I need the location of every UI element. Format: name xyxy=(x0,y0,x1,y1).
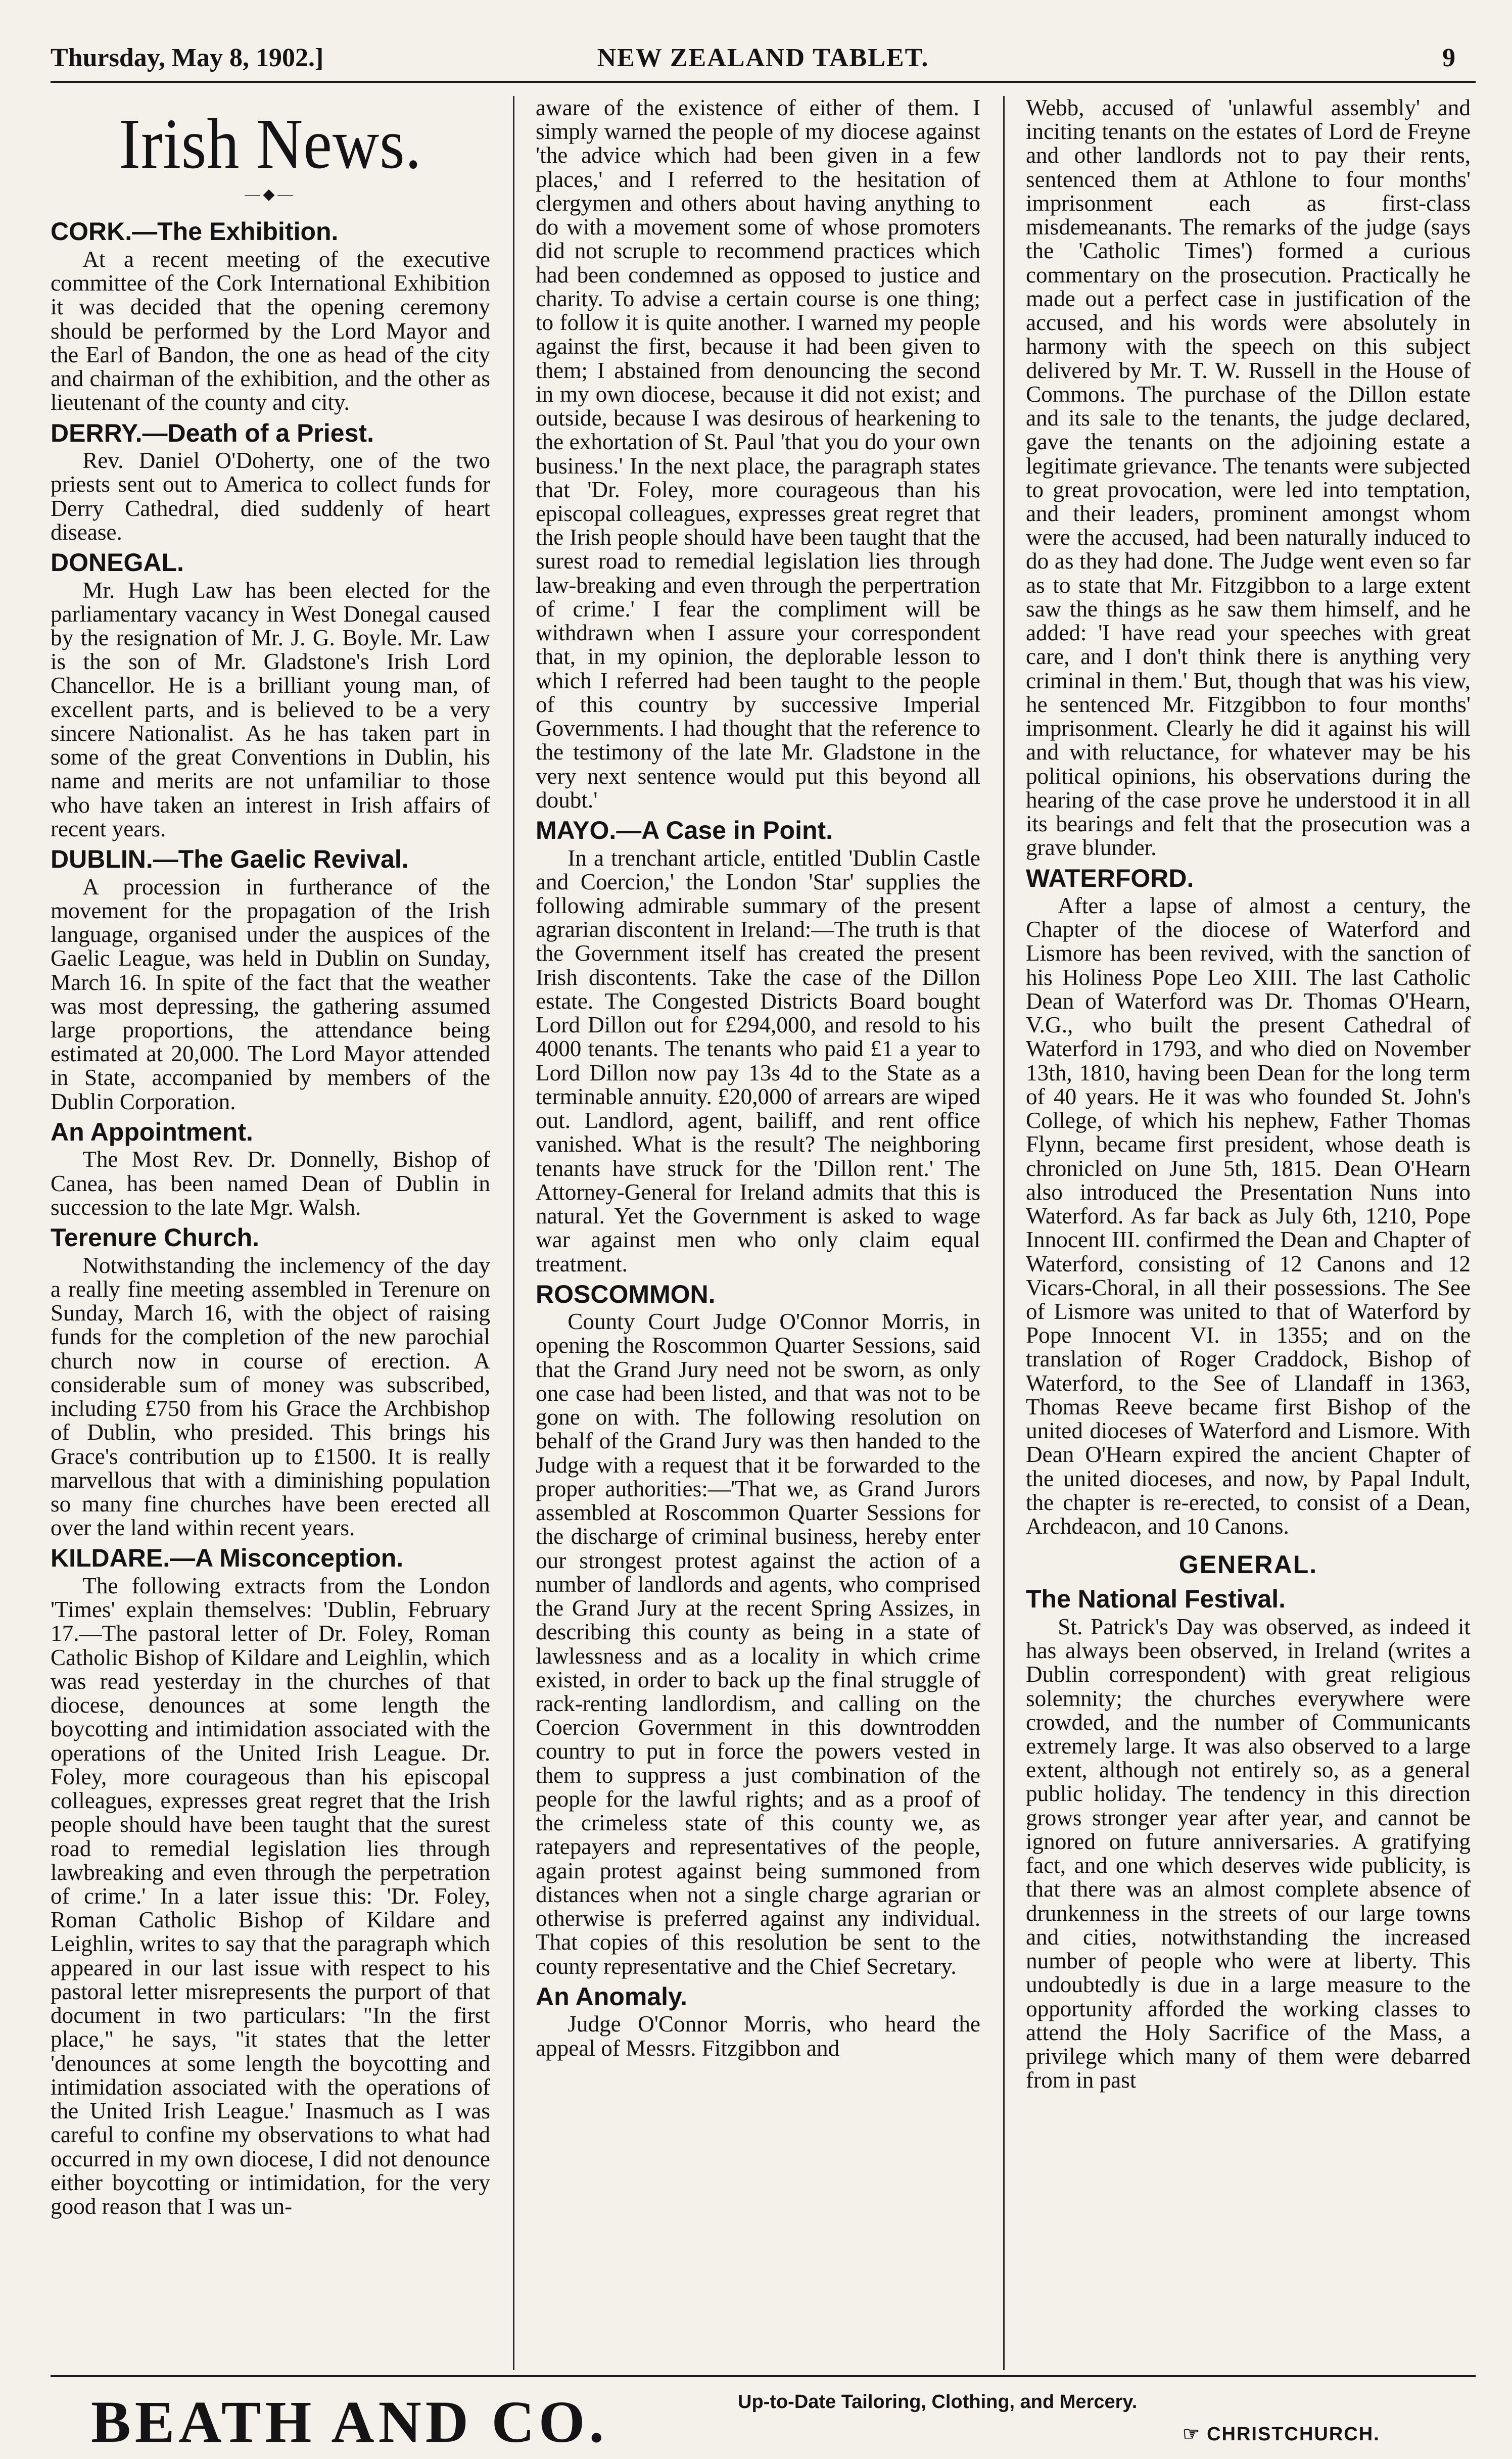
article-heading: The National Festival. xyxy=(1026,1585,1286,1614)
article-heading: MAYO.—A Case in Point. xyxy=(536,816,833,845)
article-heading: DONEGAL. xyxy=(51,548,184,577)
column-2 xyxy=(536,96,980,2370)
article-paragraph: aware of the existence of either of them. I simply warned the people of my diocese against 'the advice which had been given in a few places,' and I referred to the hesitation of clergymen and others about having anything to do with a movement some of whose promoters did not scruple to recommend practices which had been condemned as opposed to justice and charity. To advise a certain course is one thing; to follow it is quite another. I warned my people against the first, because it had been given to them; I abstained from denouncing the second in my own diocese, because it did not exist; and outside, because I was desirous of hearkening to the exhortation of St. Paul 'that you do your own business.' In the next place, the paragraph states that 'Dr. Foley, more courageous than his episcopal colleagues, expresses great regret that the Irish people should have been taught that the surest road to remedial legislation lies through law-breaking and even through the perpertration of crime.' I fear the compliment will be withdrawn when I assure your correspondent that, in my opinion, the deplorable lesson to which I referred had been taught to the people of this country by successive Imperial Governments. I had thought that the reference to the testimony of the late Mr. Gladstone in the very next sentence would put this beyond all doubt.' xyxy=(536,96,980,813)
advertisement-banner xyxy=(51,2375,1476,2458)
article-columns xyxy=(51,96,1476,2370)
article-heading: Terenure Church. xyxy=(51,1223,260,1252)
section-heading: GENERAL. xyxy=(1178,1550,1318,1579)
article-heading: ROSCOMMON. xyxy=(536,1280,716,1308)
article-heading: An Anomaly. xyxy=(536,1982,688,2011)
article-paragraph: County Court Judge O'Connor Morris, in opening the Roscommon Quarter Sessions, said that the Grand Jury need not be sworn, as only one case had been listed, and that was not to be gone on with. The following resolution on behalf of the Grand Jury was then handed to the Judge with a request that it be forwarded to the proper authorities:—'That we, as Grand Jurors assembled at Roscommon Quarter Sessions for the discharge of criminal business, hereby enter our strongest protest against the action of a number of landlords and agents, who comprised the Grand Jury at the recent Spring Assizes, in describing this county as being in a state of lawlessness and as a locality in which crime existed, in order to back up the final struggle of rack-renting landlordism, and calling on the Coercion Government in this downtrodden country to put in force the powers vested in them to suppress a just combination of the people for the lawful rights; and as a proof of the crimeless state of this county we, as ratepayers and representatives of the people, again protest against being summoned from distances when not a single charge agrarian or otherwise is preferred against any individual. That copies of this resolution be sent to the county representative and the Chief Secretary. xyxy=(536,1309,980,1979)
advertiser-name: BEATH AND CO. xyxy=(91,2389,608,2455)
article-paragraph: Notwithstanding the inclemency of the day a really fine meeting assembled in Terenure on Sunday, March 16, with the object of raising funds for the completion of the new parochial church now in course of erection. A considerable sum of money was subscribed, including £750 from his Grace the Archbishop of Dublin, who presided. This brings his Grace's contribution up to £1500. It is really marvellous that with a diminishing population so many fine churches have been erected all over the land within recent years. xyxy=(51,1252,490,1541)
article-paragraph: In a trenchant article, entitled 'Dublin Castle and Coercion,' the London 'Star' supplies the following admirable summary of the present agrarian discontent in Ireland:—The truth is that the Government itself has created the present Irish discontents. Take the case of the Dillon estate. The Congested Districts Board bought Lord Dillon out for £294,000, and resold to his 4000 tenants. The tenants who paid £1 a year to Lord Dillon now pay 13s 4d to the State as a terminable annuity. £20,000 of arrears are wiped out. Landlord, agent, bailiff, and rent office vanished. What is the result? The neighboring tenants have struck for the 'Dillon rent.' The Attorney-General for Ireland admits that this is natural. Yet the Government is asked to wage war against men who only claim equal treatment. xyxy=(536,845,980,1276)
column-divider xyxy=(513,96,514,2370)
article-heading: An Appointment. xyxy=(51,1117,253,1146)
article-paragraph: Webb, accused of 'unlawful assembly' and inciting tenants on the estates of Lord de Freyne and other landlords not to pay their rents, sentenced them at Athlone to four months' imprisonment each as first-class misdemeanants. The remarks of the judge (says the 'Catholic Times') formed a curious commentary on the prosecution. Practically he made out a perfect case in justification of the accused, and his words were absolutely in harmony with the speech on this subject delivered by Mr. T. W. Russell in the House of Commons. The purchase of the Dillon estate and its sale to the tenants, the judge declared, gave the tenants on the adjoining estate a legitimate grievance. The tenants were subjected to great provocation, were led into temptation, and their leaders, prominent amongst whom were the accused, had been naturally induced to do as they had done. The Judge went even so far as to state that Mr. Fitzgibbon to a large extent saw the things as he saw them himself, and he added: 'I have read your speeches with great care, and I don't think there is anything very criminal in them.' But, though that was his view, he sentenced Mr. Fitzgibbon to four months' imprisonment. Clearly he did it against his will and with reluctance, for whatever may be his political opinions, his observations during the hearing of the case prove he understood it in all its bearings and felt that the prosecution was a grave blunder. xyxy=(1026,96,1471,861)
article-heading: DERRY.—Death of a Priest. xyxy=(51,418,374,447)
article-paragraph: After a lapse of almost a century, the Chapter of the diocese of Waterford and Lismore has been revived, with the sanction of his Holiness Pope Leo XIII. The last Catholic Dean of Waterford was Dr. Thomas O'Hearn, V.G., who built the present Cathedral of Waterford in 1793, and who died on November 13th, 1810, having been Dean for the long term of 40 years. He it was who founded St. John's College, of which his nephew, Father Thomas Flynn, became first president, whose death is chronicled on June 5th, 1815. Dean O'Hearn also introduced the Presentation Nuns into Waterford. As far back as July 6th, 1210, Pope Innocent III. confirmed the Dean and Chapter of Waterford, consisting of 12 Canons and 12 Vicars-Choral, in all their possessions. The See of Lismore was united to that of Waterford by Pope Innocent VI. in 1355; and on the translation of Roger Craddock, Bishop of Waterford, to the See of Llandaff in 1363, Thomas Reeve became first Bishop of the united dioceses of Waterford and Lismore. With Dean O'Hearn expired the ancient Chapter of the united dioceses, and now, by Papal Indult, the chapter is re-erected, to consist of a Dean, Archdeacon, and 10 Canons. xyxy=(1026,893,1471,1539)
article-heading: CORK.—The Exhibition. xyxy=(51,217,339,246)
article-heading: WATERFORD. xyxy=(1026,864,1194,892)
article-paragraph: A procession in furtherance of the movement for the propagation of the Irish language, organised under the auspices of the Gaelic League, was held in Dublin on Sunday, March 16. In spite of the fact that the weather was most depressing, the gathering assumed large proportions, the attendance being estimated at 20,000. The Lord Mayor attended in State, accompanied by members of the Dublin Corporation. xyxy=(51,874,490,1114)
article-paragraph: The following extracts from the London 'Times' explain themselves: 'Dublin, February 17.—The pastoral letter of Dr. Foley, Roman Catholic Bishop of Kildare and Leighlin, which was read yesterday in the churches of that diocese, denounces at some length the boycotting and intimidation associated with the operations of the United Irish League. Dr. Foley, more courageous than his episcopal colleagues, expresses great regret that the Irish people should have been taught that the surest road to remedial legislation lies through lawbreaking and even through the perpetration of crime.' In a later issue this: 'Dr. Foley, Roman Catholic Bishop of Kildare and Leighlin, writes to say that the paragraph which appeared in our last issue with respect to his pastoral letter misrepresents the purport of that document in two particulars: "In the first place," he says, "it states that the letter 'denounces at some length the boycotting and intimidation associated with the operations of the United Irish League.' Inasmuch as I was careful to confine my observations to what had occurred in my own diocese, I did not denounce either boycotting or intimidation, for the very good reason that I was un- xyxy=(51,1573,490,2219)
column-divider xyxy=(1003,96,1005,2370)
section-title: Irish News. xyxy=(119,104,422,183)
issue-date: Thursday, May 8, 1902.] xyxy=(51,43,324,72)
publication-title: NEW ZEALAND TABLET. xyxy=(597,43,929,72)
article-paragraph: At a recent meeting of the executive committee of the Cork International Exhibition it was decided that the opening ceremony should be performed by the Lord Mayor and the Earl of Bandon, the one as head of the city and chairman of the exhibition, and the other as lieutenant of the county and city. xyxy=(51,246,490,415)
page-number: 9 xyxy=(1442,43,1455,72)
article-paragraph: Judge O'Connor Morris, who heard the appeal of Messrs. Fitzgibbon and xyxy=(536,2011,980,2061)
pointing-hand-icon: ☞ xyxy=(1183,2424,1201,2445)
city-label: CHRISTCHURCH. xyxy=(1207,2424,1380,2445)
title-ornament: —◆— xyxy=(245,186,296,203)
article-paragraph: St. Patrick's Day was observed, as indeed it has always been observed, in Ireland (writes a Dublin correspondent) with great religious solemnity; the churches everywhere were crowded, and the number of Communicants extremely large. It was also observed to a large extent, although not entirely so, as a general public holiday. The tendency in this direction grows stronger year after year, and cannot be ignored on future anniversaries. A gratifying fact, and one which deserves wide publicity, is that there was an almost complete absence of drunkenness in the streets of our large towns and cities, notwithstanding the increased number of people who were at liberty. This undoubtedly is due in a large measure to the opportunity afforded the working classes to attend the Holy Sacrifice of the Mass, a privilege which many of them were debarred from in past xyxy=(1026,1614,1471,2093)
column-3 xyxy=(1026,96,1471,2370)
article-paragraph: Rev. Daniel O'Doherty, one of the two priests sent out to America to collect funds for Derry Cathedral, died suddenly of heart disease. xyxy=(51,448,490,545)
advertiser-tagline: Up-to-Date Tailoring, Clothing, and Mercery. xyxy=(738,2391,1138,2413)
article-heading: DUBLIN.—The Gaelic Revival. xyxy=(51,845,409,874)
article-heading: KILDARE.—A Misconception. xyxy=(51,1544,404,1573)
article-paragraph: The Most Rev. Dr. Donnelly, Bishop of Canea, has been named Dean of Dublin in succession to the late Mgr. Walsh. xyxy=(51,1147,490,1220)
column-1 xyxy=(51,96,490,2370)
article-paragraph: Mr. Hugh Law has been elected for the parliamentary vacancy in West Donegal caused by the resignation of Mr. J. G. Boyle. Mr. Law is the son of Mr. Gladstone's Irish Lord Chancellor. He is a brilliant young man, of excellent parts, and is believed to be a very sincere Nationalist. As he has taken part in some of the great Conventions in Dublin, his name and merits are not unfamiliar to those who have taken an interest in Irish affairs of recent years. xyxy=(51,577,490,841)
page-header xyxy=(51,35,1476,83)
advertiser-city xyxy=(1183,2423,1380,2445)
